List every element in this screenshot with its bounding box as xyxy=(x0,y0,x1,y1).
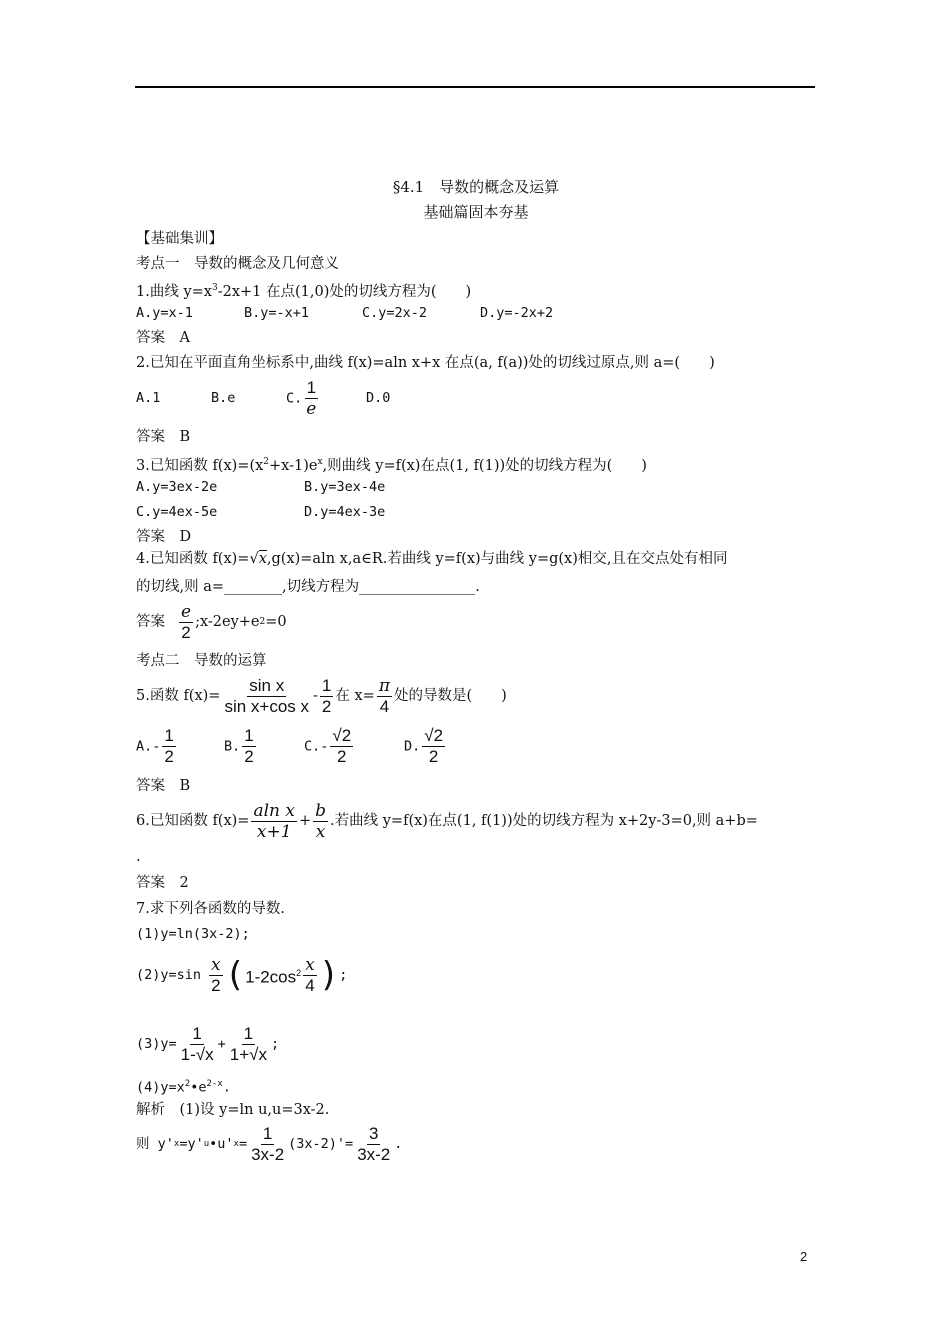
section-title: §4.1 导数的概念及运算 xyxy=(392,178,560,196)
question-6-answer: 答案 2 xyxy=(136,875,189,891)
option-b: B. $\frac{1}{2}$ xyxy=(224,725,254,766)
question-5-answer: 答案 B xyxy=(136,778,191,794)
question-6-stem-end: . xyxy=(136,849,141,865)
question-7-stem: 7.求下列各函数的导数. xyxy=(136,901,285,917)
question-3-options-row2 xyxy=(136,502,385,522)
question-1-options xyxy=(136,303,553,323)
question-7-part-4: $(4)y=x^2•e^{2-x}$. xyxy=(136,1079,231,1096)
question-4-stem: 4.已知函数 f(x)=√x,g(x)=aln x,a∈R.若曲线 y=f(x)与曲线 y=g(x)相交,且在交点处有相同 xyxy=(136,551,728,567)
option-c: C.- $\frac{√2}{2}$ xyxy=(304,725,352,766)
page-number: 2 xyxy=(800,1249,808,1264)
section-label: 【基础集训】 xyxy=(136,231,223,247)
question-3-answer: 答案 D xyxy=(136,529,192,545)
question-6-stem: 6.已知函数 f(x)= $\frac{\text{aln x}}{x+1}$ + $\frac{b}{x}$ .若曲线 y=f(x)在点(1, f(1))处的切线方程为 x+2y-3=0,则 a+b= xyxy=(136,800,758,842)
option-c: C.y=4ex-5e xyxy=(136,504,218,520)
question-7-part-2: (2)y=sin $\frac{x}{2}$ ( $1-2\cos^2$ $\frac{x}{4}$ ) ; xyxy=(136,954,348,995)
question-3-stem: 3.已知函数 $f(x)=(x^2+x-1)e^x$,则曲线 y=f(x)在点(1, f(1))处的切线方程为( ) xyxy=(136,457,647,474)
solution-line-2: 则 y' x =y' u •u' x = $\frac{1}{3x-2}$ (3x-2)'= $\frac{3}{3x-2}$ . xyxy=(136,1123,403,1164)
option-b: B.y=3ex-4e xyxy=(304,479,386,495)
question-3-options-row1 xyxy=(136,477,385,497)
section-subtitle: 基础篇固本夯基 xyxy=(423,203,529,221)
question-7-part-3: (3)y= $\frac{1}{1-√x}$ + $\frac{1}{1+√x}$ ; xyxy=(136,1023,280,1064)
option-d: D.y=-2x+2 xyxy=(480,305,554,321)
option-d: D.0 xyxy=(366,390,391,406)
question-1-stem: 1.曲线 $y=x^3-2x+1$ 在点(1,0)处的切线方程为( ) xyxy=(136,283,472,300)
question-2-options xyxy=(136,376,390,420)
option-b: B.e xyxy=(211,390,236,406)
option-c: C. $\frac{1}{e}$ xyxy=(286,377,317,419)
option-a: A.- $\frac{1}{2}$ xyxy=(136,725,174,766)
header-rule xyxy=(135,86,815,88)
question-7-part-1: (1)y=ln(3x-2); xyxy=(136,926,250,942)
option-a: A.y=x-1 xyxy=(136,305,193,321)
question-5-stem: 5.函数 f(x)= $\frac{\text{sin x}}{\text{sin x+cos x}}$ - $\frac{1}{2}$ 在 x= $\frac{\pi}{4}$ 处的导数是( ) xyxy=(136,675,507,716)
question-5-options xyxy=(136,724,447,768)
option-a: A.1 xyxy=(136,390,161,406)
question-4-answer: 答案 $\frac{e}{2}$ ;x-2ey+e 2 =0 xyxy=(136,601,287,642)
option-d: D. $\frac{√2}{2}$ xyxy=(404,725,444,766)
question-2-stem: 2.已知在平面直角坐标系中,曲线 f(x)=aln x+x 在点(a, f(a))处的切线过原点,则 a=( ) xyxy=(136,355,715,371)
option-c: C.y=2x-2 xyxy=(362,305,428,321)
question-4-stem-cont: 的切线,则 a=________,切线方程为________________. xyxy=(136,579,480,595)
option-d: D.y=4ex-3e xyxy=(304,504,386,520)
question-2-answer: 答案 B xyxy=(136,429,191,445)
solution-line-1: 解析 (1)设 y=ln u,u=3x-2. xyxy=(136,1102,330,1118)
question-1-answer: 答案 A xyxy=(136,330,190,346)
topic-heading-1: 考点一 导数的概念及几何意义 xyxy=(136,256,339,272)
topic-heading-2: 考点二 导数的运算 xyxy=(136,653,267,669)
option-b: B.y=-x+1 xyxy=(244,305,310,321)
option-a: A.y=3ex-2e xyxy=(136,479,218,495)
